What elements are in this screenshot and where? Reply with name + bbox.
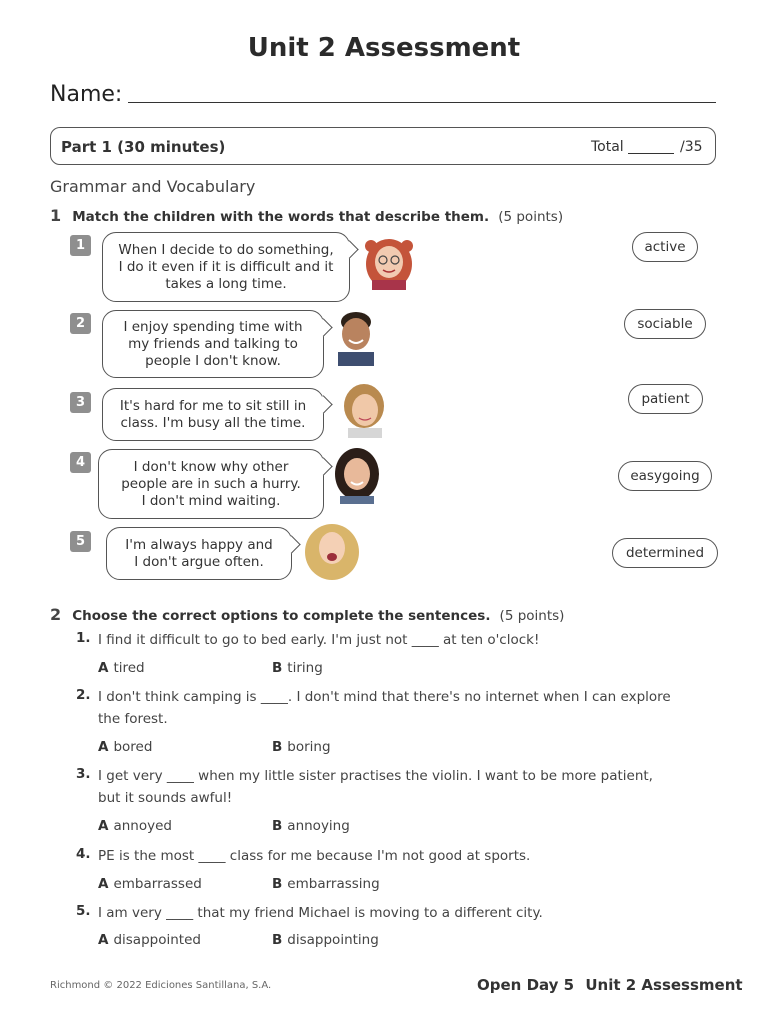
q2-number: 2: [50, 605, 62, 624]
total-write-line[interactable]: [628, 153, 674, 154]
option-b[interactable]: [272, 876, 380, 892]
q2-sentence: [98, 765, 718, 809]
section-title: Grammar and Vocabulary: [50, 177, 256, 196]
option-a[interactable]: [98, 818, 172, 834]
q1-item-number: 2: [70, 313, 91, 334]
bubble-line: I don't argue often.: [134, 553, 264, 570]
word-pill-patient[interactable]: patient: [628, 384, 703, 414]
sentence-line: I don't think camping is ____. I don't mind that there's no internet when I can explore: [98, 689, 671, 705]
speech-bubble: [102, 388, 324, 441]
speech-bubble: [102, 310, 324, 378]
part-title: Part 1 (30 minutes): [61, 138, 226, 156]
q2-sentence: [98, 629, 718, 651]
option-b[interactable]: [272, 739, 331, 755]
dark-hair-girl-photo: [332, 446, 382, 504]
option-b-text: disappointing: [287, 932, 379, 948]
bubble-line: my friends and talking to: [128, 335, 298, 352]
bubble-line: I don't mind waiting.: [141, 492, 281, 509]
bubble-line: people are in such a hurry.: [121, 475, 301, 492]
q2-points: (5 points): [499, 608, 565, 624]
option-b-letter: B: [272, 932, 283, 948]
blond-boy-photo: [338, 380, 390, 438]
blonde-girl-photo: [302, 520, 362, 580]
option-b-text: tiring: [287, 660, 323, 676]
option-a-letter: A: [98, 660, 109, 676]
bubble-line: I do it even if it is difficult and it: [118, 258, 334, 275]
option-b-letter: B: [272, 818, 283, 834]
sentence-line: the forest.: [98, 711, 168, 727]
bubble-line: I don't know why other: [133, 458, 289, 475]
sentence-line: but it sounds awful!: [98, 790, 233, 806]
word-pill-determined[interactable]: determined: [612, 538, 718, 568]
q2-sentence: [98, 686, 718, 730]
total-max: /35: [680, 139, 703, 155]
girl-glasses-photo: [362, 232, 416, 290]
sentence-line: I am very ____ that my friend Michael is moving to a different city.: [98, 905, 543, 921]
q1-item-number: 1: [70, 235, 91, 256]
option-b[interactable]: [272, 660, 323, 676]
option-a[interactable]: [98, 739, 152, 755]
option-a-letter: A: [98, 876, 109, 892]
option-a-text: disappointed: [113, 932, 201, 948]
total-label: Total: [591, 139, 624, 155]
option-b-text: embarrassing: [287, 876, 380, 892]
q2-text: Choose the correct options to complete the sentences.: [72, 608, 491, 624]
option-a-text: bored: [113, 739, 153, 755]
bubble-line: class. I'm busy all the time.: [120, 414, 306, 431]
q2-item-number: 4.: [76, 846, 91, 862]
q2-sentence: [98, 845, 718, 867]
option-a[interactable]: [98, 932, 201, 948]
q1-heading: [50, 206, 563, 225]
option-a[interactable]: [98, 660, 145, 676]
option-b-letter: B: [272, 660, 283, 676]
sentence-line: I find it difficult to go to bed early. I'm just not ____ at ten o'clock!: [98, 632, 540, 648]
option-a-letter: A: [98, 932, 109, 948]
word-pill-sociable[interactable]: sociable: [624, 309, 706, 339]
bubble-line: I enjoy spending time with: [123, 318, 303, 335]
option-a[interactable]: [98, 876, 202, 892]
option-a-text: tired: [113, 660, 145, 676]
name-label: Name:: [50, 82, 123, 107]
option-b-text: boring: [287, 739, 331, 755]
word-pill-active[interactable]: active: [632, 232, 698, 262]
option-b[interactable]: [272, 932, 379, 948]
speech-bubble: [98, 449, 324, 519]
q2-sentence: [98, 902, 718, 924]
q2-item-number: 3.: [76, 766, 91, 782]
sentence-line: PE is the most ____ class for me because I'm not good at sports.: [98, 848, 531, 864]
sentence-line: I get very ____ when my little sister practises the violin. I want to be more patient,: [98, 768, 653, 784]
option-b[interactable]: [272, 818, 350, 834]
footer-unit: Unit 2 Assessment: [585, 976, 743, 994]
option-b-letter: B: [272, 739, 283, 755]
option-b-text: annoying: [287, 818, 350, 834]
page-title: Unit 2 Assessment: [247, 33, 521, 63]
q2-item-number: 5.: [76, 903, 91, 919]
bubble-line: takes a long time.: [165, 275, 287, 292]
speech-bubble: [102, 232, 350, 302]
bubble-line: When I decide to do something,: [118, 241, 334, 258]
q1-text: Match the children with the words that describe them.: [72, 209, 490, 225]
q1-item-number: 3: [70, 392, 91, 413]
option-a-text: embarrassed: [113, 876, 202, 892]
bubble-line: It's hard for me to sit still in: [119, 397, 307, 414]
option-a-letter: A: [98, 818, 109, 834]
option-a-letter: A: [98, 739, 109, 755]
speech-bubble: [106, 527, 292, 580]
q2-item-number: 1.: [76, 630, 91, 646]
q2-heading: [50, 605, 564, 624]
footer-course: [477, 976, 743, 994]
option-a-text: annoyed: [113, 818, 172, 834]
copyright: Richmond © 2022 Ediciones Santillana, S.A.: [50, 980, 272, 991]
q1-item-number: 5: [70, 531, 91, 552]
bubble-line: I'm always happy and: [125, 536, 273, 553]
footer-course-name: Open Day 5: [477, 976, 575, 994]
q1-points: (5 points): [498, 209, 564, 225]
q2-item-number: 2.: [76, 687, 91, 703]
option-b-letter: B: [272, 876, 283, 892]
bubble-line: people I don't know.: [145, 352, 281, 369]
q1-number: 1: [50, 206, 62, 225]
boy-photo: [332, 308, 380, 366]
word-pill-easygoing[interactable]: easygoing: [618, 461, 712, 491]
q1-item-number: 4: [70, 452, 91, 473]
name-write-line[interactable]: [128, 102, 716, 103]
